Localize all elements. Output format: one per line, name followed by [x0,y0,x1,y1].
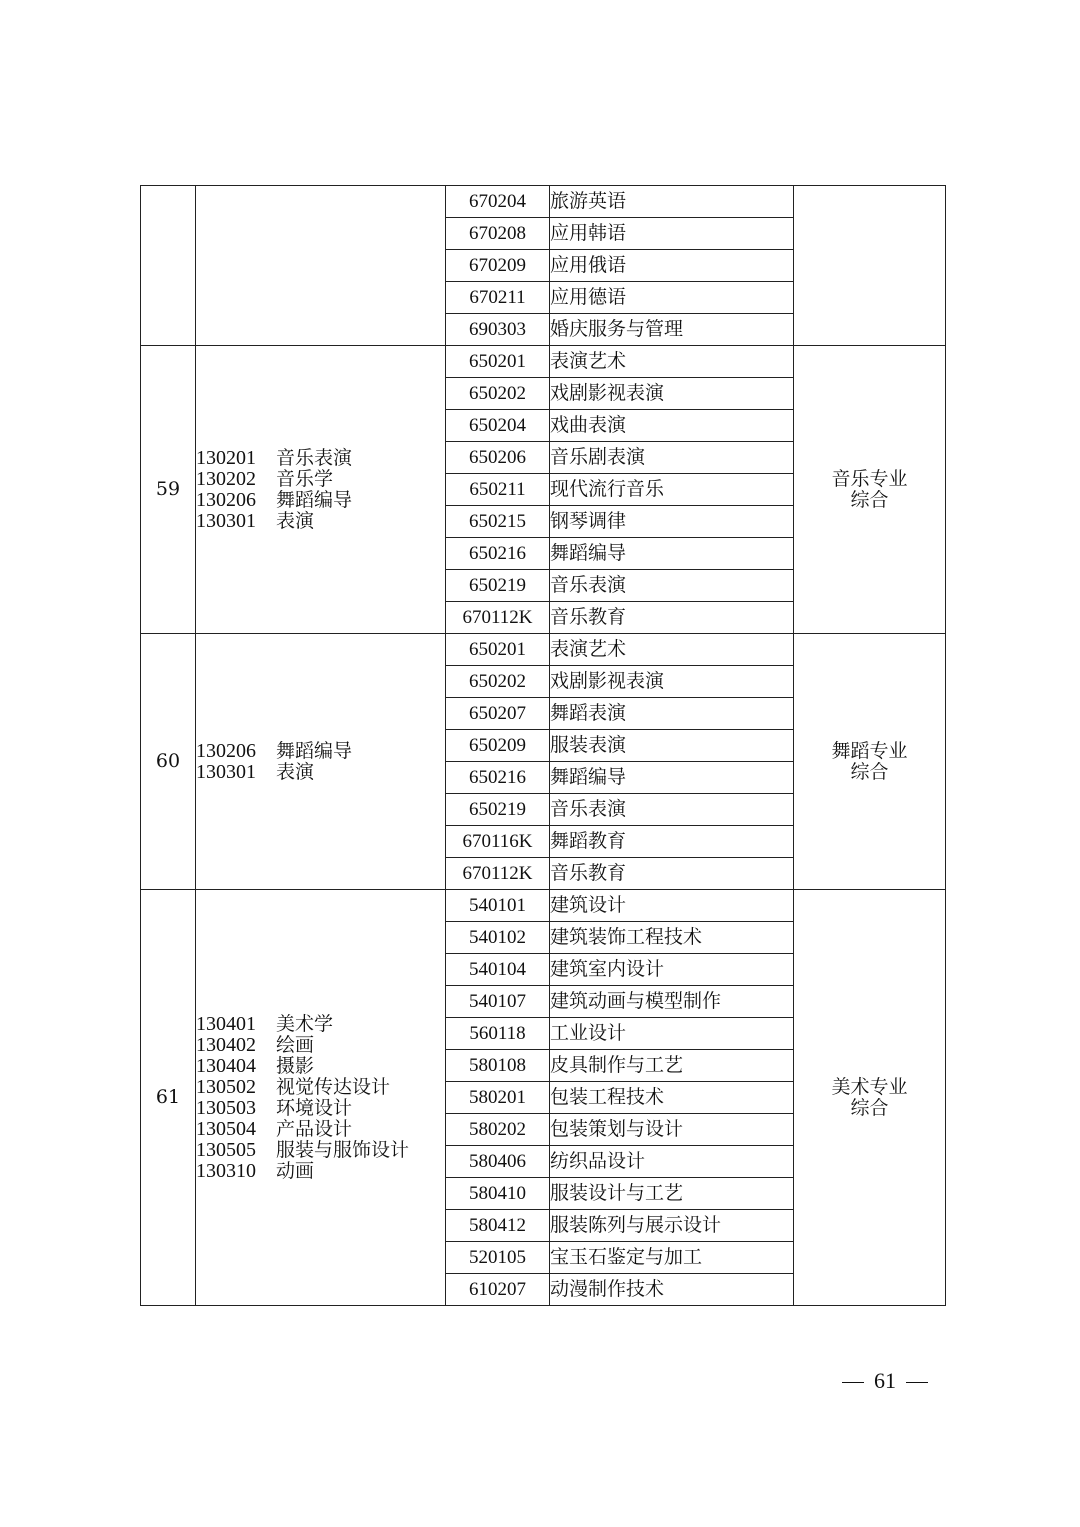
vocational-major-code: 670112K [446,858,550,890]
vocational-major-name: 舞蹈编导 [550,762,794,794]
undergrad-major-name: 音乐表演 [276,446,353,469]
undergrad-major-code: 130502 [196,1075,256,1098]
footer-dash-left [842,1382,864,1383]
vocational-major-code: 670208 [446,218,550,250]
undergrad-major-name: 动画 [276,1159,315,1182]
undergrad-major-name: 表演 [276,760,315,783]
vocational-major-code: 650211 [446,474,550,506]
undergrad-major [196,490,445,511]
vocational-major-code: 650204 [446,410,550,442]
vocational-major-code: 580202 [446,1114,550,1146]
vocational-major-name: 音乐教育 [550,602,794,634]
undergrad-major-name: 摄影 [276,1054,315,1077]
exam-subject-cell [794,890,946,1306]
undergrad-major-name: 产品设计 [276,1117,353,1140]
exam-subject-line: 舞蹈专业 [831,739,908,762]
vocational-major-code: 650219 [446,794,550,826]
undergrad-major-code: 130206 [196,739,256,762]
table-row [141,346,946,378]
vocational-major-code: 540102 [446,922,550,954]
group-number: 61 [141,890,196,1306]
table-row [141,186,946,218]
vocational-major-name: 婚庆服务与管理 [550,314,794,346]
undergrad-majors-cell [196,890,446,1306]
vocational-major-name: 音乐剧表演 [550,442,794,474]
vocational-major-code: 650209 [446,730,550,762]
vocational-major-code: 540101 [446,890,550,922]
table-row [141,890,946,922]
vocational-major-name: 纺织品设计 [550,1146,794,1178]
undergrad-major [196,1119,445,1140]
vocational-major-name: 建筑动画与模型制作 [550,986,794,1018]
vocational-major-name: 皮具制作与工艺 [550,1050,794,1082]
vocational-major-code: 650202 [446,378,550,410]
vocational-major-code: 670211 [446,282,550,314]
vocational-major-code: 670116K [446,826,550,858]
vocational-major-code: 670209 [446,250,550,282]
exam-subject-line: 音乐专业 [831,467,908,490]
vocational-major-code: 650201 [446,346,550,378]
vocational-major-code: 650207 [446,698,550,730]
vocational-major-name: 包装工程技术 [550,1082,794,1114]
undergrad-major [196,1161,445,1182]
vocational-major-code: 650206 [446,442,550,474]
vocational-major-name: 音乐表演 [550,794,794,826]
vocational-major-name: 服装表演 [550,730,794,762]
group-number: 59 [141,346,196,634]
exam-subject-line: 综合 [850,488,889,511]
vocational-major-code: 540104 [446,954,550,986]
vocational-major-name: 音乐表演 [550,570,794,602]
undergrad-major-code: 130301 [196,760,256,783]
vocational-major-name: 服装设计与工艺 [550,1178,794,1210]
vocational-major-code: 560118 [446,1018,550,1050]
undergrad-major-code: 130505 [196,1138,256,1161]
undergrad-major-name: 舞蹈编导 [276,488,353,511]
vocational-major-code: 580406 [446,1146,550,1178]
undergrad-major [196,1140,445,1161]
table-row [141,634,946,666]
undergrad-major-code: 130402 [196,1033,256,1056]
vocational-major-name: 工业设计 [550,1018,794,1050]
undergrad-major [196,762,445,783]
undergrad-major-name: 环境设计 [276,1096,353,1119]
undergrad-major-name: 表演 [276,509,315,532]
vocational-major-name: 现代流行音乐 [550,474,794,506]
exam-subject-line: 美术专业 [831,1075,908,1098]
undergrad-major-name: 舞蹈编导 [276,739,353,762]
undergrad-majors-cell [196,346,446,634]
vocational-major-code: 650201 [446,634,550,666]
vocational-major-code: 670204 [446,186,550,218]
undergrad-major [196,511,445,532]
vocational-major-code: 690303 [446,314,550,346]
footer-dash-right [906,1382,928,1383]
undergrad-major [196,469,445,490]
vocational-major-code: 580108 [446,1050,550,1082]
vocational-major-name: 戏曲表演 [550,410,794,442]
undergrad-major-code: 130301 [196,509,256,532]
undergrad-major-code: 130404 [196,1054,256,1077]
vocational-major-name: 戏剧影视表演 [550,378,794,410]
vocational-major-name: 服装陈列与展示设计 [550,1210,794,1242]
vocational-major-code: 650216 [446,762,550,794]
undergrad-major-name: 服装与服饰设计 [276,1138,410,1161]
vocational-major-code: 610207 [446,1274,550,1306]
vocational-major-code: 650202 [446,666,550,698]
vocational-major-name: 音乐教育 [550,858,794,890]
group-number [141,186,196,346]
vocational-major-name: 戏剧影视表演 [550,666,794,698]
undergrad-major-name: 视觉传达设计 [276,1075,391,1098]
vocational-major-name: 宝玉石鉴定与加工 [550,1242,794,1274]
undergrad-major [196,1035,445,1056]
vocational-major-name: 钢琴调律 [550,506,794,538]
vocational-major-name: 建筑装饰工程技术 [550,922,794,954]
vocational-major-code: 580410 [446,1178,550,1210]
vocational-major-name: 应用德语 [550,282,794,314]
undergrad-majors-cell [196,634,446,890]
vocational-major-code: 540107 [446,986,550,1018]
table-body [141,186,946,1306]
vocational-major-code: 580412 [446,1210,550,1242]
major-correspondence-table [140,185,946,1306]
undergrad-major-code: 130206 [196,488,256,511]
page-footer [830,1365,940,1397]
undergrad-major-name: 美术学 [276,1012,334,1035]
vocational-major-name: 旅游英语 [550,186,794,218]
vocational-major-code: 650215 [446,506,550,538]
vocational-major-name: 表演艺术 [550,346,794,378]
undergrad-major [196,1014,445,1035]
vocational-major-code: 580201 [446,1082,550,1114]
undergrad-majors-cell [196,186,446,346]
group-number: 60 [141,634,196,890]
vocational-major-name: 舞蹈表演 [550,698,794,730]
undergrad-major [196,741,445,762]
exam-subject-cell [794,634,946,890]
vocational-major-code: 650216 [446,538,550,570]
exam-subject-cell [794,346,946,634]
undergrad-major [196,1077,445,1098]
vocational-major-name: 动漫制作技术 [550,1274,794,1306]
undergrad-major-code: 130202 [196,467,256,490]
undergrad-major-code: 130201 [196,446,256,469]
vocational-major-code: 650219 [446,570,550,602]
exam-subject-cell [794,186,946,346]
vocational-major-code: 520105 [446,1242,550,1274]
page-number: 61 [874,1368,896,1393]
vocational-major-name: 表演艺术 [550,634,794,666]
vocational-major-name: 应用俄语 [550,250,794,282]
vocational-major-name: 应用韩语 [550,218,794,250]
vocational-major-code: 670112K [446,602,550,634]
undergrad-major-code: 130503 [196,1096,256,1119]
undergrad-major-name: 音乐学 [276,467,334,490]
undergrad-major-code: 130504 [196,1117,256,1140]
undergrad-major-code: 130310 [196,1159,256,1182]
vocational-major-name: 舞蹈编导 [550,538,794,570]
exam-subject-line: 综合 [850,1096,889,1119]
vocational-major-name: 舞蹈教育 [550,826,794,858]
exam-subject-line: 综合 [850,760,889,783]
vocational-major-name: 建筑设计 [550,890,794,922]
undergrad-major [196,1098,445,1119]
vocational-major-name: 包装策划与设计 [550,1114,794,1146]
undergrad-major [196,448,445,469]
undergrad-major [196,1056,445,1077]
vocational-major-name: 建筑室内设计 [550,954,794,986]
undergrad-major-name: 绘画 [276,1033,315,1056]
undergrad-major-code: 130401 [196,1012,256,1035]
